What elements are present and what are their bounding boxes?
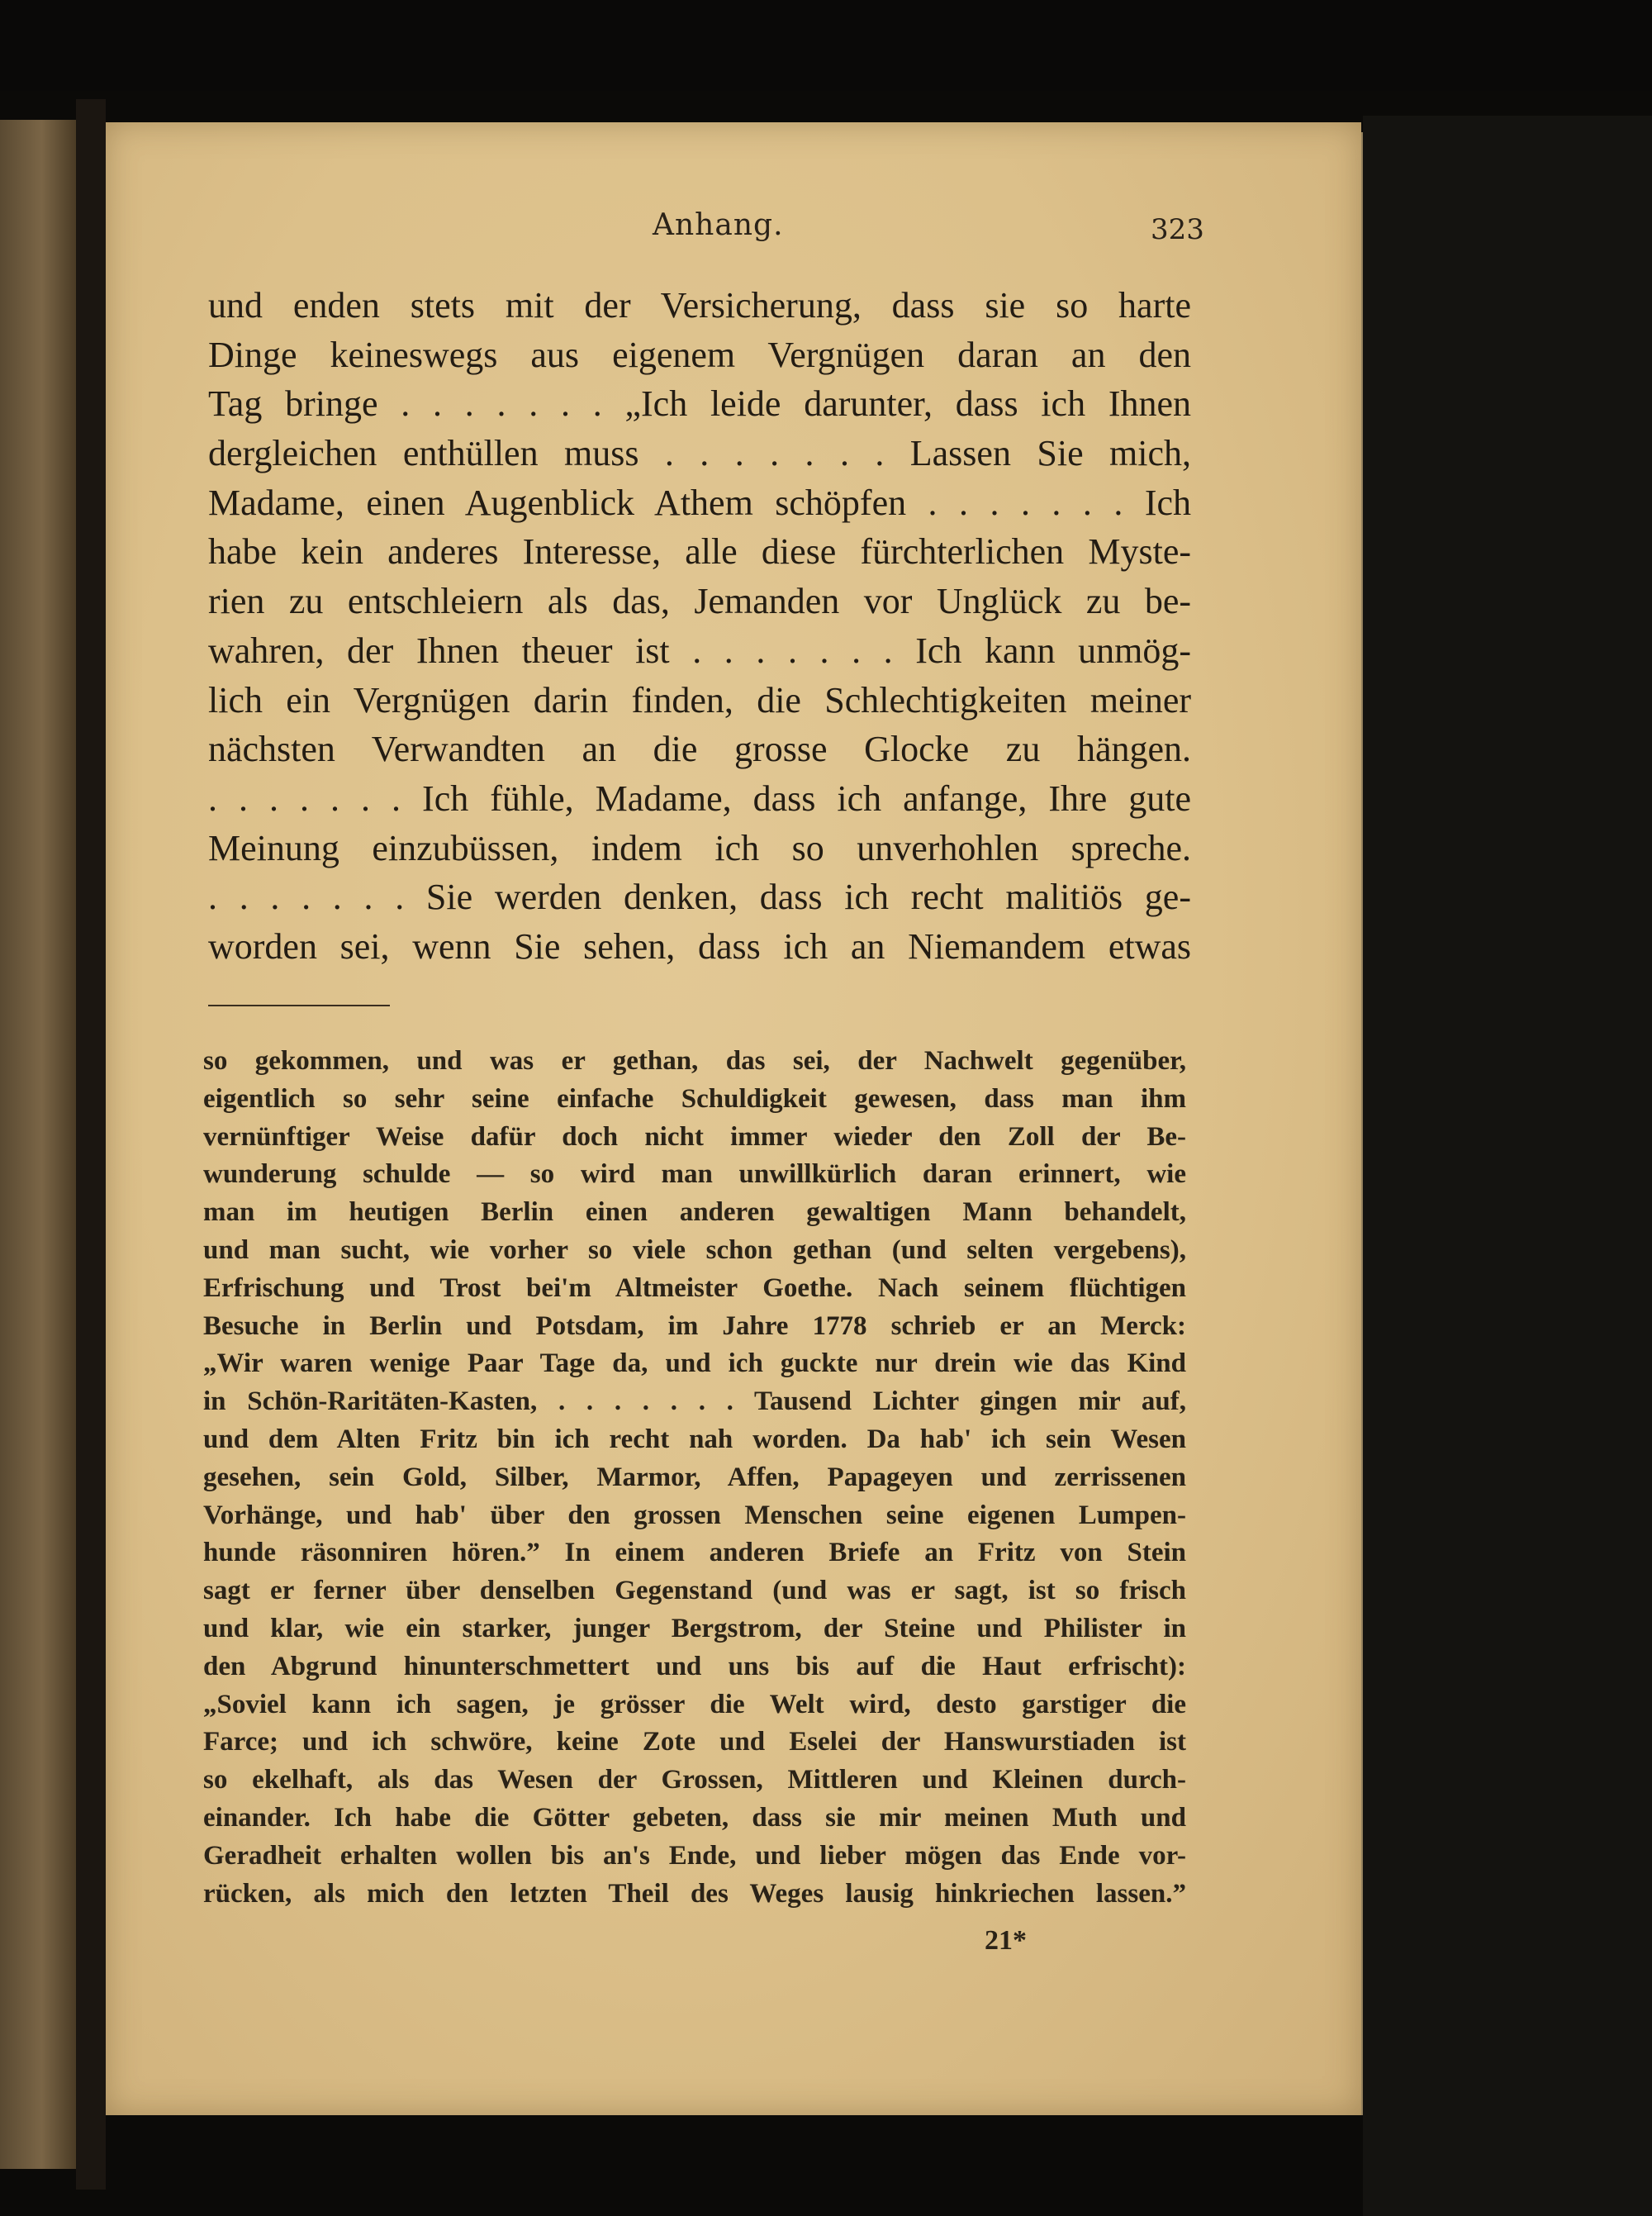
book-cover-right (1363, 116, 1652, 2216)
footnote-line: wunderung schulde — so wird man unwillkürlich daran erinnert, wie (203, 1159, 1186, 1190)
text-line: worden sei, wenn Sie sehen, dass ich an Niemandem etwas (208, 925, 1191, 967)
footnote-line: rücken, als mich den letzten Theil des Weges lausig hinkriechen lassen.” (203, 1878, 1186, 1909)
left-page-edge (0, 120, 76, 2169)
footnote-line: vernünftiger Weise dafür doch nicht immer wieder den Zoll der Be- (203, 1121, 1186, 1152)
footnote-line: so gekommen, und was er gethan, das sei, der Nachwelt gegenüber, (203, 1046, 1186, 1076)
main-text (208, 281, 1191, 972)
footnote-line: und klar, wie ein starker, junger Bergstrom, der Steine und Philister in (203, 1613, 1186, 1643)
text-line: dergleichen enthüllen muss . . . . . . . Lassen Sie mich, (208, 433, 1191, 474)
footnote-line: in Schön-Raritäten-Kasten, . . . . . . . Tausend Lichter gingen mir auf, (203, 1386, 1186, 1417)
text-line: . . . . . . . Sie werden denken, dass ich recht malitiös ge- (208, 877, 1191, 918)
footnote-line: Besuche in Berlin und Potsdam, im Jahre 1778 schrieb er an Merck: (203, 1310, 1186, 1341)
signature-mark: 21* (985, 1925, 1027, 1956)
footnote-line: sagt er ferner über denselben Gegenstand (und was er sagt, ist so frisch (203, 1576, 1186, 1606)
text-line: lich ein Vergnügen darin finden, die Schlechtigkeiten meiner (208, 679, 1191, 720)
footnote-line: so ekelhaft, als das Wesen der Grossen, Mittleren und Kleinen durch- (203, 1765, 1186, 1795)
text-line: Tag bringe . . . . . . . „Ich leide darunter, dass ich Ihnen (208, 383, 1191, 425)
text-line: rien zu entschleiern als das, Jemanden vor Unglück zu be- (208, 581, 1191, 622)
text-line: . . . . . . . Ich fühle, Madame, dass ich anfange, Ihre gute (208, 778, 1191, 819)
footnote-line: „Soviel kann ich sagen, je grösser die Welt wird, desto garstiger die (203, 1689, 1186, 1719)
footnote-line: „Wir waren wenige Paar Tage da, und ich guckte nur drein wie das Kind (203, 1348, 1186, 1379)
footnote-divider (208, 1005, 390, 1006)
text-line: und enden stets mit der Versicherung, dass sie so harte (208, 285, 1191, 326)
footnote-line: Farce; und ich schwöre, keine Zote und Eselei der Hanswurstiaden ist (203, 1727, 1186, 1757)
book-gutter (76, 99, 106, 2190)
footnote-line: und man sucht, wie vorher so viele schon gethan (und selten vergebens), (203, 1234, 1186, 1265)
book-binding-top (0, 0, 1652, 91)
running-head: Anhang. (653, 208, 784, 242)
text-line: wahren, der Ihnen theuer ist . . . . . . . Ich kann unmög- (208, 630, 1191, 671)
text-line: Meinung einzubüssen, indem ich so unverhohlen spreche. (208, 827, 1191, 868)
footnote-line: man im heutigen Berlin einen anderen gewaltigen Mann behandelt, (203, 1197, 1186, 1228)
text-line: Madame, einen Augenblick Athem schöpfen . . . . . . . Ich (208, 482, 1191, 523)
footnote-line: den Abgrund hinunterschmettert und uns bis auf die Haut erfrischt): (203, 1651, 1186, 1681)
footnote-line: einander. Ich habe die Götter gebeten, dass sie mir meinen Muth und (203, 1802, 1186, 1833)
footnote-line: Vorhänge, und hab' über den grossen Menschen seine eigenen Lumpen- (203, 1500, 1186, 1530)
footnote-line: Geradheit erhalten wollen bis an's Ende, und lieber mögen das Ende vor- (203, 1840, 1186, 1871)
footnote (203, 1043, 1186, 1913)
footnote-line: Erfrischung und Trost bei'm Altmeister Goethe. Nach seinem flüchtigen (203, 1272, 1186, 1303)
footnote-line: und dem Alten Fritz bin ich recht nah worden. Da hab' ich sein Wesen (203, 1424, 1186, 1454)
footnote-line: eigentlich so sehr seine einfache Schuldigkeit gewesen, dass man ihm (203, 1083, 1186, 1114)
footnote-line: hunde räsonniren hören.” In einem anderen Briefe an Fritz von Stein (203, 1538, 1186, 1568)
footnote-line: gesehen, sein Gold, Silber, Marmor, Affen, Papageyen und zerrissenen (203, 1462, 1186, 1492)
text-line: Dinge keineswegs aus eigenem Vergnügen daran an den (208, 334, 1191, 375)
text-line: habe kein anderes Interesse, alle diese fürchterlichen Myste- (208, 531, 1191, 573)
text-line: nächsten Verwandten an die grosse Glocke zu hängen. (208, 729, 1191, 770)
page-number: 323 (1151, 213, 1204, 246)
